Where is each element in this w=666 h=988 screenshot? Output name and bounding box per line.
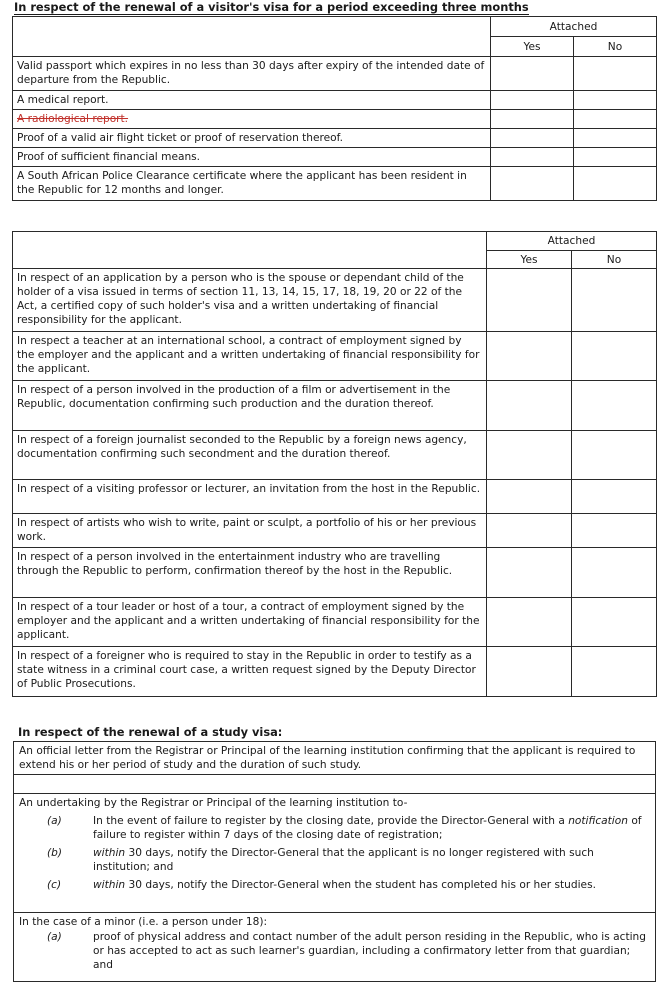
undertaking-item-a [19,814,650,842]
table-row [13,57,657,91]
blank-header-cell [13,17,491,57]
yes-checkbox[interactable] [487,548,572,598]
yes-checkbox[interactable] [491,167,574,201]
yes-checkbox[interactable] [491,110,574,129]
attached-header-row [13,17,657,37]
attached-header: Attached [487,232,657,251]
attached-header: Attached [491,17,657,37]
undertaking-row [14,794,655,913]
requirement-text: A South African Police Clearance certificate where the applicant has been resident in the Republic for 12 months and longer. [13,167,491,201]
undertaking-item-b [19,846,650,874]
requirement-text: Proof of sufficient financial means. [13,148,491,167]
yes-checkbox[interactable] [487,480,572,514]
blank-header-cell [13,232,487,269]
no-checkbox[interactable] [574,91,657,110]
no-checkbox[interactable] [574,129,657,148]
table-row [13,129,657,148]
no-checkbox[interactable] [572,381,657,431]
table-row [13,598,657,647]
no-column-header: No [574,37,657,57]
yes-checkbox[interactable] [487,332,572,381]
yes-checkbox[interactable] [487,381,572,431]
official-letter-row [14,742,655,775]
undertaking-item-c [19,878,650,892]
item-label: (c) [47,879,62,891]
yes-checkbox[interactable] [491,91,574,110]
no-checkbox[interactable] [572,598,657,647]
visitor-visa-heading: In respect of the renewal of a visitor's visa for a period exceeding three months [14,0,529,14]
requirement-text: Valid passport which expires in no less than 30 days after expiry of the intended date of departure from the Republic. [13,57,491,91]
requirement-text: In respect of a tour leader or host of a tour, a contract of employment signed by the employer and the applicant and a written undertaking of financial responsibility for the applicant. [13,598,487,647]
table-row [13,110,657,129]
requirement-text: In respect of artists who wish to write, paint or sculpt, a portfolio of his or her previous work. [13,514,487,548]
study-visa-box [13,741,656,982]
table-row [13,148,657,167]
no-checkbox[interactable] [572,269,657,332]
no-checkbox[interactable] [572,514,657,548]
requirement-text: In respect of a person involved in the production of a film or advertisement in the Republic, documentation confirming such production and the duration thereof. [13,381,487,431]
study-visa-heading: In respect of the renewal of a study visa: [18,725,283,739]
table-row [13,431,657,480]
visitor-visa-table [12,16,657,201]
no-checkbox[interactable] [572,548,657,598]
minor-intro: In the case of a minor (i.e. a person under 18): [19,916,268,928]
yes-column-header: Yes [491,37,574,57]
table-row [13,480,657,514]
official-letter-text: An official letter from the Registrar or Principal of the learning institution confirming that the applicant is required to extend his or her period of study and the duration of such study. [19,745,636,771]
requirement-text: In respect a teacher at an international school, a contract of employment signed by the employer and the applicant and a written undertaking of financial responsibility for the applicant. [13,332,487,381]
requirement-text: A medical report. [13,91,491,110]
no-checkbox[interactable] [574,148,657,167]
yes-checkbox[interactable] [487,269,572,332]
yes-checkbox[interactable] [487,598,572,647]
item-text: of failure to register within 7 days of the closing date of registration; [93,815,642,841]
no-checkbox[interactable] [572,332,657,381]
no-column-header: No [572,251,657,269]
yes-column-header: Yes [487,251,572,269]
item-emphasis: within [93,847,126,859]
table-row [13,647,657,697]
blank-row [14,775,655,794]
table-row [13,332,657,381]
item-text: 30 days, notify the Director-General that the applicant is no longer registered with such institution; and [93,847,594,873]
undertaking-intro: An undertaking by the Registrar or Principal of the learning institution to- [19,797,408,809]
yes-checkbox[interactable] [487,647,572,697]
table-row [13,548,657,598]
yes-checkbox[interactable] [491,148,574,167]
table-row [13,167,657,201]
yes-checkbox[interactable] [491,57,574,91]
yes-checkbox[interactable] [487,431,572,480]
requirement-text: In respect of a foreigner who is required to stay in the Republic in order to testify as a state witness in a criminal court case, a written request signed by the Deputy Director of Public Prosecutions. [13,647,487,697]
item-emphasis: within [93,879,126,891]
table-row [13,269,657,332]
table-row [13,381,657,431]
yes-checkbox[interactable] [491,129,574,148]
table-row [13,91,657,110]
requirement-text: In respect of a visiting professor or lecturer, an invitation from the host in the Republic. [13,480,487,514]
requirement-text: In respect of a foreign journalist seconded to the Republic by a foreign news agency, documentation confirming such secondment and the duration thereof. [13,431,487,480]
minor-row [14,913,655,981]
yes-checkbox[interactable] [487,514,572,548]
requirement-text: In respect of a person involved in the entertainment industry who are travelling through the Republic to perform, confirmation thereof by the host in the Republic. [13,548,487,598]
requirement-text: Proof of a valid air flight ticket or proof of reservation thereof. [13,129,491,148]
minor-item-a [19,930,650,972]
table-row [13,514,657,548]
requirement-text: In respect of an application by a person who is the spouse or dependant child of the holder of a visa issued in terms of section 11, 13, 14, 15, 17, 18, 19, 20 or 22 of the Act, a certified copy of such holder's visa and a written undertaking of financial responsibility for the applicant. [13,269,487,332]
item-text: proof of physical address and contact number of the adult person residing in the Republic, who is acting or has accepted to act as such learner's guardian, including a confirmatory letter from that guardian; and [93,931,646,971]
item-emphasis: notification [568,815,628,827]
item-text: 30 days, notify the Director-General when the student has completed his or her studies. [125,879,596,891]
item-label: (a) [47,931,62,943]
no-checkbox[interactable] [574,57,657,91]
no-checkbox[interactable] [574,167,657,201]
purpose-requirements-table [12,231,657,697]
no-checkbox[interactable] [572,647,657,697]
no-checkbox[interactable] [572,480,657,514]
no-checkbox[interactable] [572,431,657,480]
no-checkbox[interactable] [574,110,657,129]
item-label: (a) [47,815,62,827]
requirement-text-struck: A radiological report. [13,110,491,129]
item-text: In the event of failure to register by the closing date, provide the Director-General with a [93,815,569,827]
item-label: (b) [47,847,62,859]
